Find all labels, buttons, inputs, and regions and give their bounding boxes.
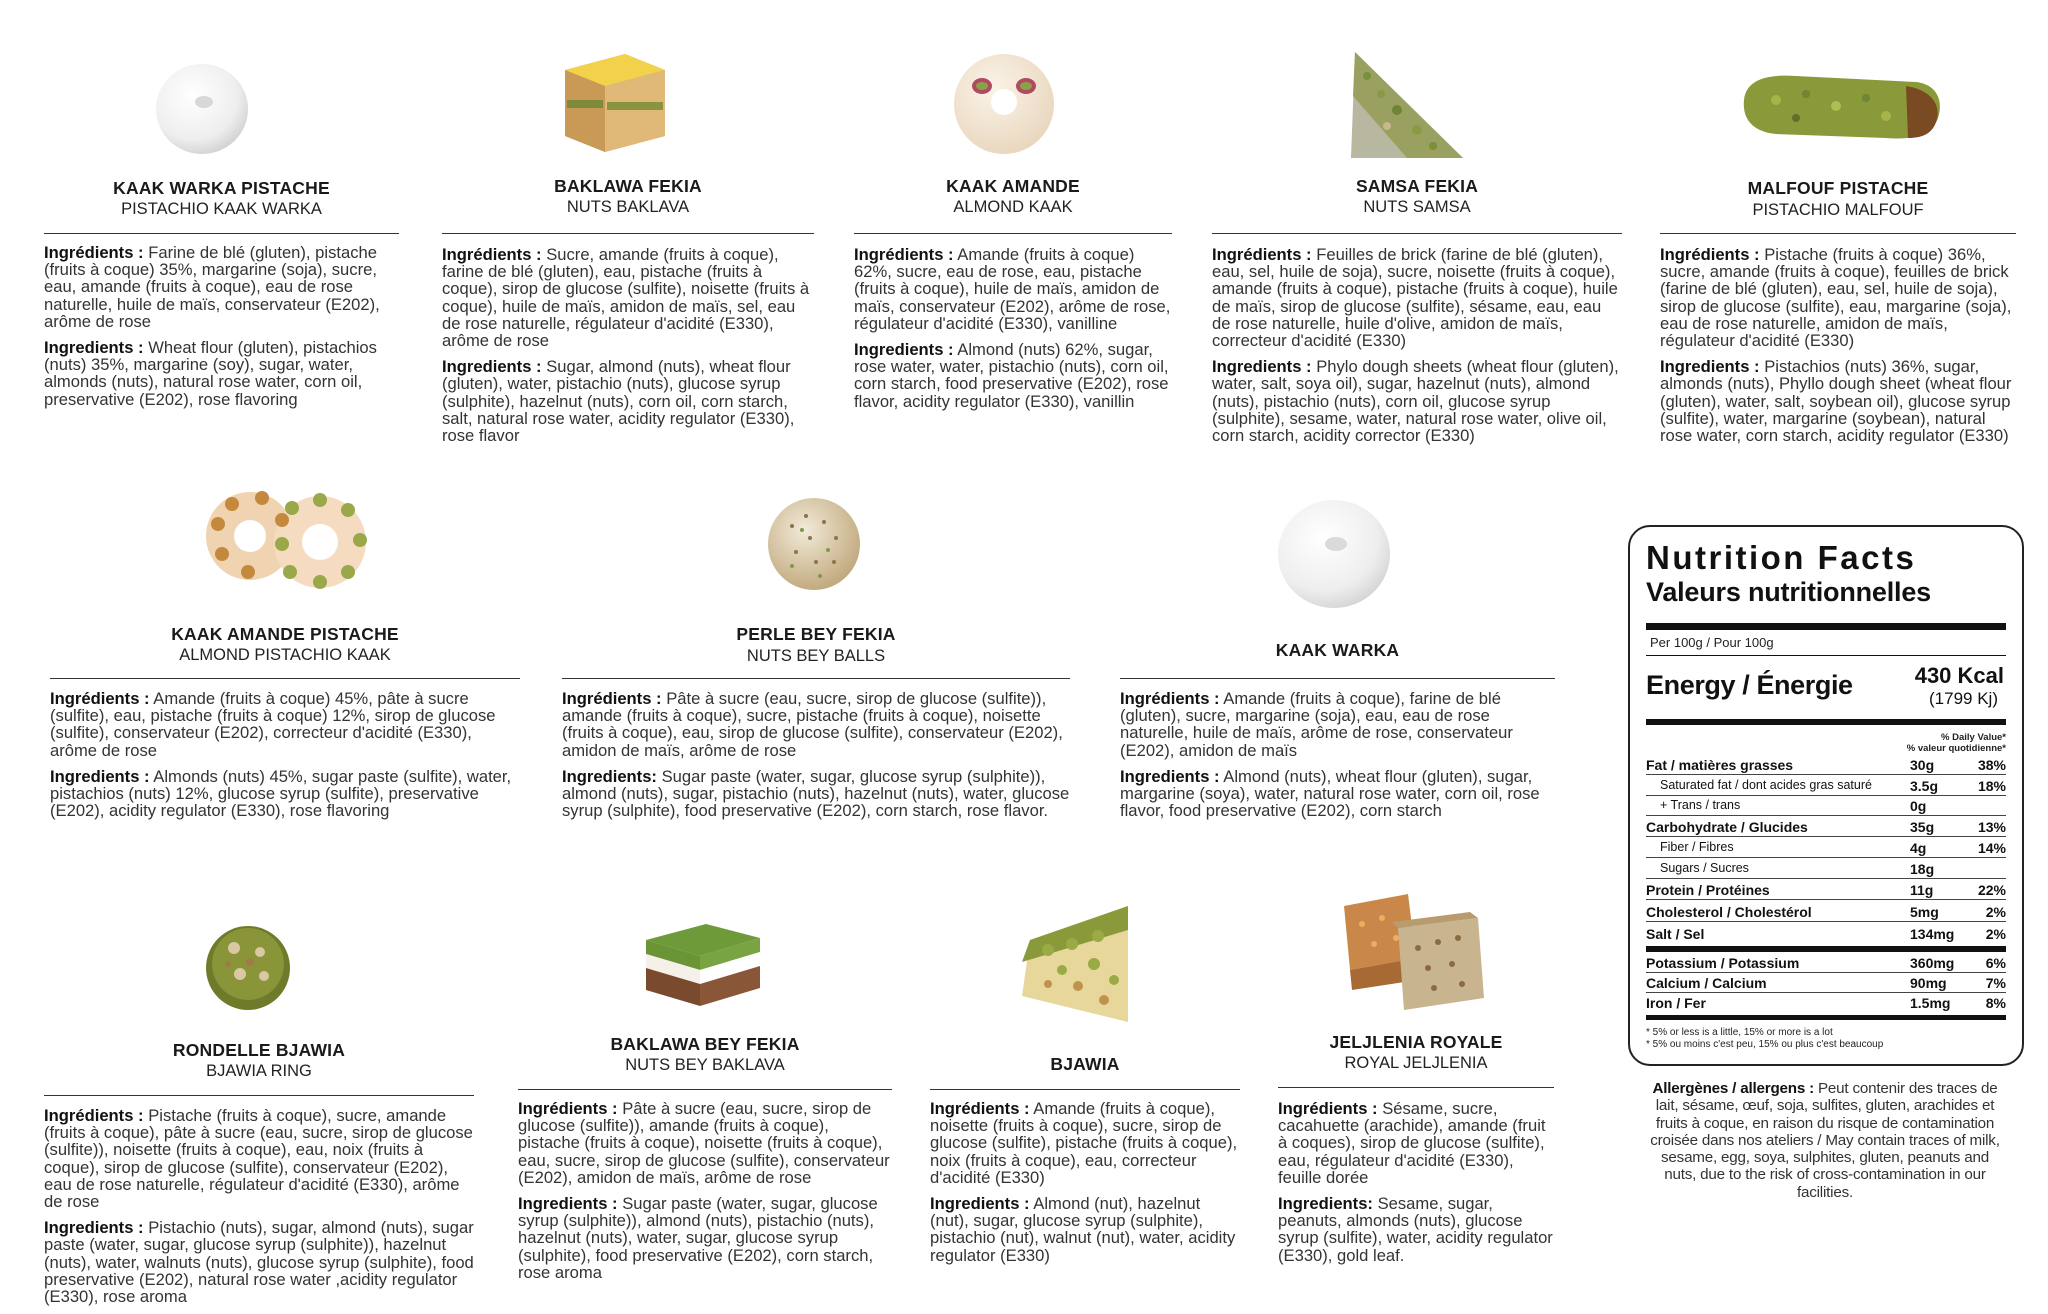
divider bbox=[562, 678, 1070, 679]
product-malfouf-pistache bbox=[1660, 0, 2016, 490]
ingredients bbox=[518, 1100, 892, 1290]
ingredients-fr: Ingrédients : Feuilles de brick (farine de blé (gluten), eau, sel, huile de soja), sucre, noisette (fruits à coque), amande (fruits à coque), pistache (fruits à coque), huile de maïs, sirop de glucose (sulfite), sésame, eau, eau de rose naturelle, huile d'olive, amidon de maïs, correcteur d'acidité (E330) bbox=[1212, 245, 1618, 351]
product-name: RONDELLE BJAWIA bbox=[172, 1040, 346, 1060]
product-subtitle: NUTS SAMSA bbox=[1363, 198, 1471, 216]
ingredients-en: Ingredients : Phylo dough sheets (wheat flour (gluten), water, salt, soya oil), sugar, hazelnut (nuts), almond (nuts), pistachio (nuts), corn oil, glucose syrup (sulphite), sesame, water, natural rose water, olive oil, corn starch, acidity corrector (E330) bbox=[1212, 357, 1619, 446]
ingredients-en: Ingredients: Sesame, sugar, peanuts, almonds (nuts), glucose syrup (sulfite), water, acidity regulator (E330), gold leaf. bbox=[1278, 1194, 1553, 1265]
ingredients-en: Ingredients : Almond (nut), hazelnut (nut), sugar, glucose syrup (sulphite), pistachio (nut), walnut (nut), water, acidity regulator (E330) bbox=[930, 1194, 1236, 1265]
ingredients-fr: Ingrédients : Amande (fruits à coque) 45%, pâte à sucre (sulfite), eau, pistache (fruits à coque) 12%, sirop de glucose (sulfite), conservateur (E202), correcteur d'acidité (E330), arôme de rose bbox=[50, 689, 496, 760]
nutrient-row: Iron / Fer 1.5mg 8% bbox=[1646, 995, 2006, 1011]
ingredients-fr: Ingrédients : Sésame, sucre, cacahuette (arachide), amande (fruit à coques), sirop de glucose (sulfite), eau, régulateur d'acidité (E330), feuille dorée bbox=[1278, 1099, 1546, 1187]
nutrient-row: Potassium / Potassium 360mg 6% bbox=[1646, 955, 2006, 971]
ingredients-fr: Ingrédients : Amande (fruits à coque) 62%, sucre, eau de rose, eau, pistache (fruits à coque), huile de maïs, amidon de maïs, conservateur (E202), arôme de rose, régulateur d'acidité (E330), vanilline bbox=[854, 245, 1171, 333]
product-subtitle: PISTACHIO KAAK WARKA bbox=[121, 200, 322, 218]
nutrition-title-en: Nutrition Facts bbox=[1646, 539, 1917, 576]
divider bbox=[1212, 233, 1622, 234]
nutrient-row: Salt / Sel 134mg 2% bbox=[1646, 926, 2006, 942]
allergens-note bbox=[1650, 1080, 2000, 1201]
product-name: JELJLENIA ROYALE bbox=[1329, 1032, 1503, 1052]
product-subtitle: ALMOND KAAK bbox=[953, 198, 1073, 216]
kaak-warka-image bbox=[1270, 488, 1398, 616]
nutrient-row: Carbohydrate / Glucides 35g 13% bbox=[1646, 819, 2006, 835]
ingredients-fr: Ingrédients : Sucre, amande (fruits à coque), farine de blé (gluten), eau, pistache (fruits à coque), sirop de glucose (sulfite), noisette (fruits à coque), huile de maïs, amidon de maïs, sel, eau de rose naturelle, régulateur d'acidité (E330), arôme de rose bbox=[442, 245, 810, 351]
product-name: KAAK AMANDE PISTACHE bbox=[171, 624, 399, 644]
product-name: BAKLAWA FEKIA bbox=[554, 176, 702, 196]
divider bbox=[442, 233, 814, 234]
ingredients-fr: Ingrédients : Pâte à sucre (eau, sucre, sirop de glucose (sulfite)), amande (fruits à coque), pistache (fruits à coque), noisette (fruits à coque), eau, sucre, sirop de glucose (sulfite), conservateur (E202), amidon de maïs, arôme de rose bbox=[518, 1099, 890, 1187]
product-subtitle: ALMOND PISTACHIO KAAK bbox=[179, 646, 391, 664]
thick-divider bbox=[1646, 623, 2006, 630]
energy-kj: (1799 Kj) bbox=[1929, 689, 1998, 708]
product-kaak-amande-pistache bbox=[50, 460, 520, 840]
ingredients-fr: Ingrédients : Pistache (fruits à coque), sucre, amande (fruits à coque), pâte à sucre (eau, sucre, sirop de glucose (sulfite)), noisette (fruits à coque), eau, noix (fruits à coque), sirop de glucose (sulfite), conservateur (E202), eau de rose naturelle, régulateur d'acidité (E330), arôme de rose bbox=[44, 1106, 473, 1212]
ingredients-fr: Ingrédients : Pâte à sucre (eau, sucre, sirop de glucose (sulfite)), amande (fruits à coque), sucre, pistache (fruits à coque), noisette (fruits à coque), eau, sirop de glucose (sulfite), conservateur (E202), amidon de maïs, arôme de rose bbox=[562, 689, 1063, 760]
nutrient-row: Saturated fat / dont acides gras saturé 3.5g 18% bbox=[1646, 776, 2006, 796]
divider bbox=[930, 1089, 1240, 1090]
product-jeljlenia-royale bbox=[1278, 880, 1554, 1314]
product-rondelle-bjawia bbox=[44, 880, 474, 1314]
ingredients bbox=[50, 690, 520, 828]
nutrient-row: Protein / Protéines 11g 22% bbox=[1646, 882, 2006, 898]
ingredients-en: Ingredients : Wheat flour (gluten), pistachios (nuts) 35%, margarine (soy), sugar, water, almonds (nuts), natural rose water, corn oil, preservative (E202), rose flavoring bbox=[44, 338, 377, 409]
ingredients-en: Ingredients : Pistachios (nuts) 36%, sugar, almonds (nuts), Phyllo dough sheet (wheat flour (gluten), water, salt, soybean oil), glucose syrup (sulfite), water, margarine (soybean), natural rose water, corn starch, acidity regulator (E330) bbox=[1660, 357, 2012, 446]
baklawa-fekia-image bbox=[555, 40, 671, 156]
ingredients bbox=[44, 244, 399, 417]
bjawia-image bbox=[1018, 900, 1134, 1028]
product-name: KAAK AMANDE bbox=[946, 176, 1080, 196]
divider bbox=[518, 1089, 892, 1090]
product-subtitle: NUTS BEY BALLS bbox=[746, 647, 886, 665]
thick-divider bbox=[1646, 719, 2006, 725]
ingredients bbox=[44, 1107, 474, 1314]
product-name: MALFOUF PISTACHE bbox=[1747, 178, 1929, 198]
product-name: KAAK WARKA PISTACHE bbox=[113, 178, 330, 198]
ingredients bbox=[1120, 690, 1555, 828]
nutrition-footnote: * 5% or less is a little, 15% or more is a lot * 5% ou moins c'est peu, 15% ou plus c'est beaucoup bbox=[1646, 1027, 1884, 1050]
serving-size: Per 100g / Pour 100g bbox=[1650, 635, 1774, 650]
product-baklawa-bey-fekia bbox=[518, 880, 892, 1314]
product-baklawa-fekia bbox=[442, 0, 814, 450]
thick-divider bbox=[1646, 1015, 2006, 1020]
product-samsa-fekia bbox=[1212, 0, 1622, 450]
thick-divider bbox=[1646, 946, 2006, 952]
product-perle-bey-fekia bbox=[562, 460, 1070, 840]
allergens-text: Peut contenir des traces de lait, sésame, œuf, soja, sulfites, gluten, arachides et fruits à coque, en raison du risque de contamination croisée dans nos ateliers / May contain traces of milk, sesame, egg, soya, sulphites, gluten, peanuts and nuts, due to the risk of cross-contamination in our facilities. bbox=[1650, 1080, 2000, 1201]
divider bbox=[44, 233, 399, 234]
ingredients bbox=[854, 246, 1172, 419]
divider bbox=[1646, 655, 2006, 656]
ingredients bbox=[1278, 1100, 1554, 1273]
divider bbox=[1120, 678, 1555, 679]
nutrient-row: Sugars / Sucres 18g bbox=[1646, 859, 2006, 879]
nutrient-row: Fiber / Fibres 4g 14% bbox=[1646, 838, 2006, 858]
product-subtitle: NUTS BEY BAKLAVA bbox=[625, 1056, 785, 1074]
jeljlenia-royale-image bbox=[1338, 888, 1488, 1018]
ingredients-fr: Ingrédients : Farine de blé (gluten), pistache (fruits à coque) 35%, margarine (soja), sucre, eau, amande (fruits à coque), eau de rose naturelle, huile de maïs, conservateur (E202), arôme de rose bbox=[44, 243, 380, 331]
ingredients-en: Ingredients : Almonds (nuts) 45%, sugar paste (sulfite), water, pistachios (nuts) 12%, glucose syrup (sulfite), preservative (E202), acidity regulator (E330), rose flavoring bbox=[50, 766, 512, 821]
product-kaak-amande bbox=[854, 0, 1172, 450]
energy-label: Energy / Énergie bbox=[1646, 670, 1853, 700]
product-subtitle: BJAWIA RING bbox=[206, 1062, 312, 1080]
samsa-fekia-image bbox=[1347, 46, 1467, 162]
product-kaak-warka bbox=[1120, 460, 1555, 840]
ingredients-fr: Ingrédients : Amande (fruits à coque), noisette (fruits à coque), sucre, sirop de glucose (sulfite), pistache (fruits à coque), noix (fruits à coque), eau, correcteur d'acidité (E330) bbox=[930, 1099, 1238, 1187]
kaak-amande-image bbox=[948, 46, 1060, 158]
nutrition-title-fr: Valeurs nutritionnelles bbox=[1646, 577, 1931, 607]
ingredients-en: Ingredients : Almond (nuts), wheat flour (gluten), sugar, margarine (soya), water, natural rose water, corn oil, rose flavor, food preservative (E202), corn starch bbox=[1120, 766, 1540, 821]
product-name: PERLE BEY FEKIA bbox=[736, 624, 896, 644]
baklawa-bey-fekia-image bbox=[642, 910, 764, 1022]
ingredients-fr: Ingrédients : Amande (fruits à coque), farine de blé (gluten), sucre, margarine (soja), eau, eau de rose naturelle, huile de maïs, arôme de rose, conservateur (E202), amidon de maïs bbox=[1120, 689, 1513, 760]
ingredients-en: Ingredients: Sugar paste (water, sugar, glucose syrup (sulphite)), almond (nuts), sugar, pistachio (nuts), hazelnut (nuts), water, glucose syrup (sulphite), food preservative (E202), corn starch, rose flavor. bbox=[562, 766, 1070, 821]
product-name: BJAWIA bbox=[1050, 1054, 1120, 1074]
perle-bey-fekia-image bbox=[762, 492, 866, 596]
product-subtitle: ROYAL JELJLENIA bbox=[1344, 1054, 1488, 1072]
product-name: KAAK WARKA bbox=[1275, 640, 1400, 660]
ingredients-fr: Ingrédients : Pistache (fruits à coque) 36%, sucre, amande (fruits à coque), feuilles de brick (farine de blé (gluten), eau, sel, huile de soja), sirop de glucose (sulfite), eau, margarine (soja), eau de rose naturelle, amidon de maïs, régulateur d'acidité (E330) bbox=[1660, 245, 2012, 351]
product-name: SAMSA FEKIA bbox=[1355, 176, 1479, 196]
nutrient-row: Cholesterol / Cholestérol 5mg 2% bbox=[1646, 904, 2006, 920]
ingredients bbox=[442, 246, 814, 453]
kaak-warka-pistache-image bbox=[147, 52, 257, 162]
nutrition-facts-panel bbox=[1628, 525, 2024, 1066]
ingredients-en: Ingredients : Sugar paste (water, sugar, glucose syrup (sulphite)), almond (nuts), pistachio (nuts), hazelnut (nuts), water, sugar, glucose syrup (sulphite), food preservative (E202), corn starch, rose aroma bbox=[518, 1194, 878, 1282]
kaak-amande-pistache-image bbox=[202, 484, 372, 594]
ingredients bbox=[1660, 246, 2016, 453]
divider bbox=[1278, 1087, 1554, 1088]
ingredients-en: Ingredients : Almond (nuts) 62%, sugar, rose water, water, pistachio (nuts), corn oil, corn starch, food preservative (E202), rose flavor, acidity regulator (E330), vanillin bbox=[854, 340, 1169, 411]
ingredients bbox=[1212, 246, 1622, 453]
ingredients-en: Ingredients : Sugar, almond (nuts), wheat flour (gluten), water, pistachio (nuts), glucose syrup (sulphite), hazelnut (nuts), corn oil, corn starch, salt, natural rose water, acidity regulator (E330), rose flavor bbox=[442, 357, 795, 446]
energy-kcal: 430 Kcal bbox=[1914, 663, 2004, 688]
allergens-label: Allergènes / allergens : bbox=[1652, 1080, 1814, 1097]
divider bbox=[44, 1095, 474, 1096]
nutrient-row: Calcium / Calcium 90mg 7% bbox=[1646, 975, 2006, 991]
divider bbox=[50, 678, 520, 679]
product-name: BAKLAWA BEY FEKIA bbox=[610, 1034, 800, 1054]
product-subtitle: NUTS BAKLAVA bbox=[566, 198, 690, 216]
malfouf-pistache-image bbox=[1736, 60, 1946, 150]
divider bbox=[1660, 233, 2016, 234]
ingredients bbox=[562, 690, 1070, 828]
divider bbox=[854, 233, 1172, 234]
daily-value-header: % Daily Value* % valeur quotidienne* bbox=[1906, 732, 2006, 754]
ingredients-en: Ingredients : Pistachio (nuts), sugar, almond (nuts), sugar paste (water, sugar, glucose syrup (sulphite)), hazelnut (nuts), water, walnuts (nuts), glucose syrup (sulphite), food preservative (E202), natural rose water ,acidity regulator (E330), rose aroma bbox=[44, 1218, 474, 1307]
nutrient-row: + Trans / trans 0g bbox=[1646, 796, 2006, 816]
ingredients bbox=[930, 1100, 1240, 1273]
rondelle-bjawia-image bbox=[200, 918, 296, 1014]
product-bjawia bbox=[930, 880, 1240, 1314]
product-subtitle: PISTACHIO MALFOUF bbox=[1752, 201, 1924, 219]
product-kaak-warka-pistache bbox=[44, 0, 399, 440]
nutrient-row: Fat / matières grasses 30g 38% bbox=[1646, 757, 2006, 773]
